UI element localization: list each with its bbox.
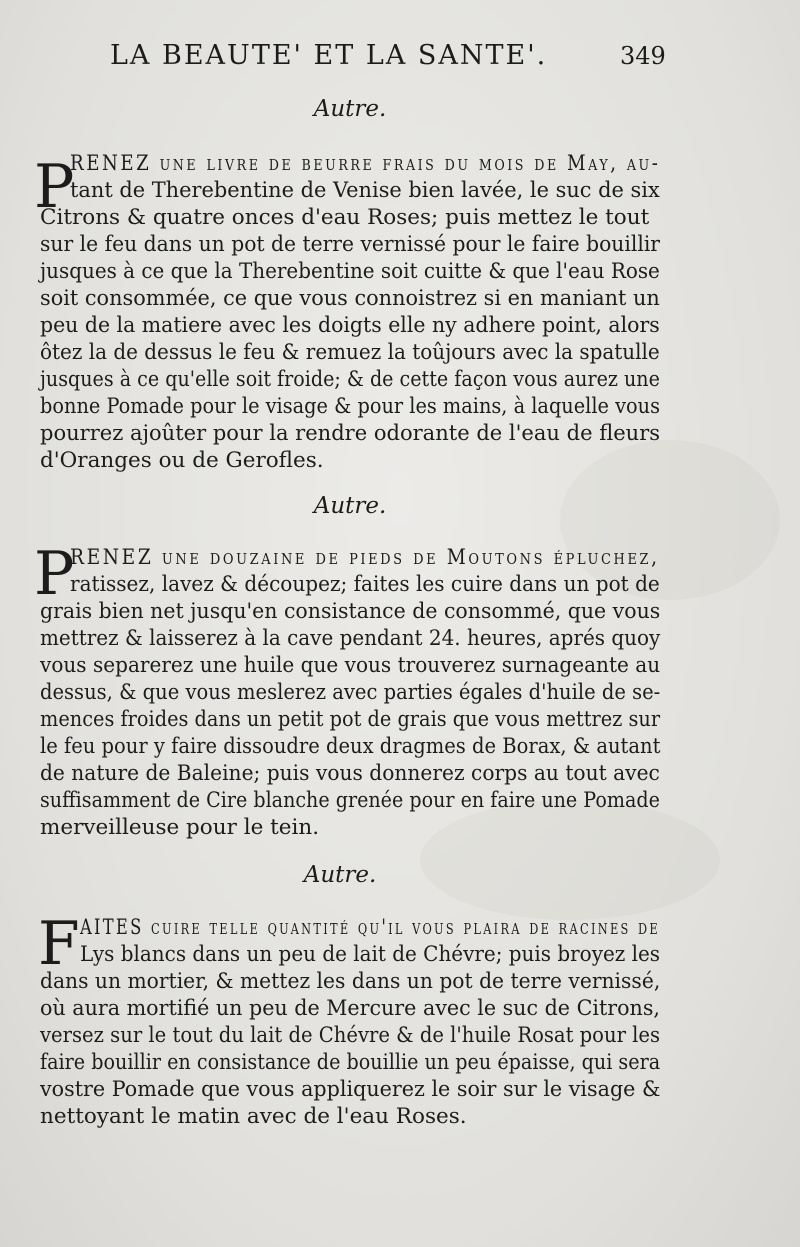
drop-cap: F (38, 909, 80, 979)
running-title: LA BEAUTE' ET LA SANTE'. (110, 40, 548, 71)
section-title: Autre. (313, 493, 387, 519)
text-line: nettoyant le matin avec de l'eau Roses. (40, 1104, 467, 1129)
text-line: de nature de Baleine; puis vous donnerez corps au tout avec (40, 761, 660, 786)
drop-cap: P (34, 152, 75, 222)
text-line: versez sur le tout du lait de Chévre & de l'huile Rosat pour les (40, 1023, 661, 1048)
text-line: bonne Pomade pour le visage & pour les mains, à laquelle vous (40, 394, 661, 419)
page-number: 349 (620, 42, 666, 70)
text-line: jusques à ce que la Therebentine soit cuitte & que l'eau Rose (40, 259, 660, 284)
text-line: mences froides dans un petit pot de grais que vous mettrez sur (40, 707, 661, 732)
text-line: le feu pour y faire dissoudre deux dragmes de Borax, & autant (40, 734, 661, 759)
text-line: AITES cuire telle quantité qu'il vous plaira de racines de (80, 915, 661, 940)
text-line: ratissez, lavez & découpez; faites les cuire dans un pot de (70, 572, 660, 597)
section-title: Autre. (303, 862, 377, 888)
text-line: suffisamment de Cire blanche grenée pour en faire une Pomade (40, 788, 660, 813)
text-line: où aura mortifié un peu de Mercure avec le suc de Citrons, (40, 996, 660, 1021)
drop-cap: P (34, 539, 75, 609)
text-line: d'Oranges ou de Gerofles. (40, 448, 324, 473)
text-line: Lys blancs dans un peu de lait de Chévre; puis broyez les (80, 942, 661, 967)
text-line: merveilleuse pour le tein. (40, 815, 320, 840)
text-line: dessus, & que vous meslerez avec parties égales d'huile de se- (40, 680, 661, 705)
text-line: mettrez & laisserez à la cave pendant 24. heures, aprés quoy (40, 626, 661, 651)
text-line: grais bien net jusqu'en consistance de consommé, que vous (40, 599, 661, 624)
text-line: jusques à ce qu'elle soit froide; & de cette façon vous aurez une (40, 367, 660, 392)
section-title: Autre. (313, 96, 387, 122)
text-line: vous separerez une huile que vous trouverez surnageante au (40, 653, 661, 678)
text-line: vostre Pomade que vous appliquerez le soir sur le visage & (40, 1077, 661, 1102)
text-line: soit consommée, ce que vous connoistrez si en maniant un (40, 286, 660, 311)
text-line: faire bouillir en consistance de bouillie un peu épaisse, qui sera (40, 1050, 661, 1075)
text-line: sur le feu dans un pot de terre vernissé pour le faire bouillir (40, 232, 661, 257)
text-line: pourrez ajoûter pour la rendre odorante de l'eau de fleurs (40, 421, 661, 446)
text-line: Citrons & quatre onces d'eau Roses; puis mettez le tout (40, 205, 650, 230)
text-line: dans un mortier, & mettez les dans un pot de terre vernissé, (40, 969, 661, 994)
text-line: RENEZ une douzaine de pieds de Moutons épluchez, (70, 545, 660, 570)
text-line: peu de la matiere avec les doigts elle ny adhere point, alors (40, 313, 660, 338)
text-line: RENEZ une livre de beurre frais du mois de May, au- (70, 151, 661, 176)
text-line: tant de Therebentine de Venise bien lavée, le suc de six (70, 178, 660, 203)
text-line: ôtez la de dessus le feu & remuez la toûjours avec la spatulle (40, 340, 660, 365)
